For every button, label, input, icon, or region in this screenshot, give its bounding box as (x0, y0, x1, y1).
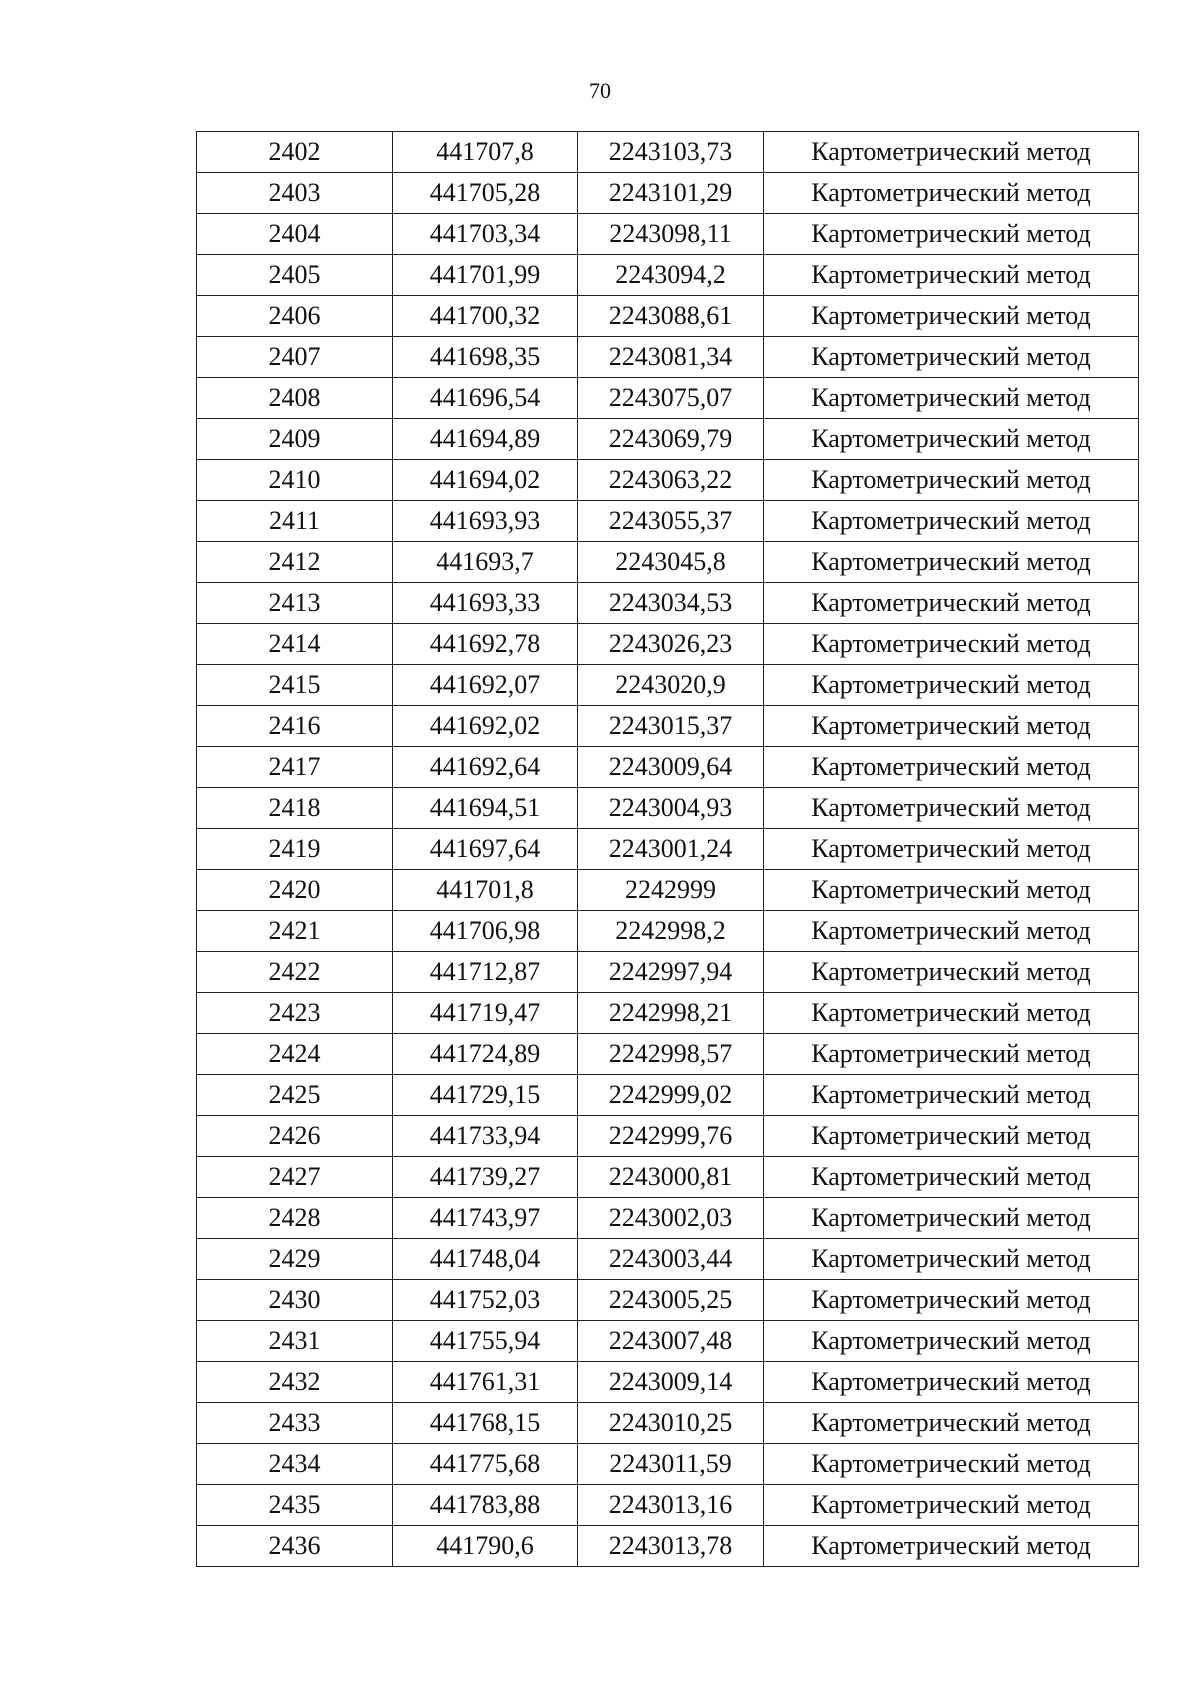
y-coordinate-cell: 2243094,2 (578, 255, 764, 296)
method-cell: Картометрический метод (764, 706, 1139, 747)
y-coordinate-cell: 2243013,16 (578, 1485, 764, 1526)
point-number-cell: 2420 (197, 870, 393, 911)
table-row (197, 747, 1139, 788)
x-coordinate-cell: 441694,02 (393, 460, 578, 501)
table-row (197, 1157, 1139, 1198)
point-number-cell: 2423 (197, 993, 393, 1034)
table-row (197, 132, 1139, 173)
x-coordinate-cell: 441761,31 (393, 1362, 578, 1403)
point-number-cell: 2418 (197, 788, 393, 829)
table-row (197, 1362, 1139, 1403)
x-coordinate-cell: 441712,87 (393, 952, 578, 993)
x-coordinate-cell: 441705,28 (393, 173, 578, 214)
point-number-cell: 2421 (197, 911, 393, 952)
table-row (197, 255, 1139, 296)
point-number-cell: 2412 (197, 542, 393, 583)
y-coordinate-cell: 2243081,34 (578, 337, 764, 378)
table-row (197, 1280, 1139, 1321)
point-number-cell: 2425 (197, 1075, 393, 1116)
table-row (197, 952, 1139, 993)
method-cell: Картометрический метод (764, 993, 1139, 1034)
method-cell: Картометрический метод (764, 624, 1139, 665)
table-row (197, 1485, 1139, 1526)
y-coordinate-cell: 2243103,73 (578, 132, 764, 173)
point-number-cell: 2403 (197, 173, 393, 214)
y-coordinate-cell: 2243101,29 (578, 173, 764, 214)
table-row (197, 173, 1139, 214)
method-cell: Картометрический метод (764, 460, 1139, 501)
method-cell: Картометрический метод (764, 747, 1139, 788)
x-coordinate-cell: 441696,54 (393, 378, 578, 419)
table-row (197, 583, 1139, 624)
point-number-cell: 2432 (197, 1362, 393, 1403)
y-coordinate-cell: 2243001,24 (578, 829, 764, 870)
table-row (197, 296, 1139, 337)
y-coordinate-cell: 2243069,79 (578, 419, 764, 460)
y-coordinate-cell: 2243010,25 (578, 1403, 764, 1444)
method-cell: Картометрический метод (764, 337, 1139, 378)
point-number-cell: 2408 (197, 378, 393, 419)
table-row (197, 788, 1139, 829)
y-coordinate-cell: 2243009,64 (578, 747, 764, 788)
table-row (197, 665, 1139, 706)
x-coordinate-cell: 441701,99 (393, 255, 578, 296)
table-row (197, 993, 1139, 1034)
point-number-cell: 2410 (197, 460, 393, 501)
method-cell: Картометрический метод (764, 1198, 1139, 1239)
table-row (197, 1444, 1139, 1485)
point-number-cell: 2413 (197, 583, 393, 624)
x-coordinate-cell: 441693,93 (393, 501, 578, 542)
y-coordinate-cell: 2243009,14 (578, 1362, 764, 1403)
method-cell: Картометрический метод (764, 1485, 1139, 1526)
y-coordinate-cell: 2243075,07 (578, 378, 764, 419)
method-cell: Картометрический метод (764, 1362, 1139, 1403)
x-coordinate-cell: 441724,89 (393, 1034, 578, 1075)
table-row (197, 911, 1139, 952)
method-cell: Картометрический метод (764, 1444, 1139, 1485)
method-cell: Картометрический метод (764, 911, 1139, 952)
method-cell: Картометрический метод (764, 255, 1139, 296)
point-number-cell: 2411 (197, 501, 393, 542)
table-row (197, 1403, 1139, 1444)
point-number-cell: 2419 (197, 829, 393, 870)
point-number-cell: 2427 (197, 1157, 393, 1198)
x-coordinate-cell: 441755,94 (393, 1321, 578, 1362)
x-coordinate-cell: 441748,04 (393, 1239, 578, 1280)
point-number-cell: 2433 (197, 1403, 393, 1444)
method-cell: Картометрический метод (764, 419, 1139, 460)
x-coordinate-cell: 441694,89 (393, 419, 578, 460)
x-coordinate-cell: 441790,6 (393, 1526, 578, 1567)
y-coordinate-cell: 2243088,61 (578, 296, 764, 337)
method-cell: Картометрический метод (764, 1075, 1139, 1116)
table-row (197, 501, 1139, 542)
x-coordinate-cell: 441733,94 (393, 1116, 578, 1157)
method-cell: Картометрический метод (764, 132, 1139, 173)
x-coordinate-cell: 441743,97 (393, 1198, 578, 1239)
method-cell: Картометрический метод (764, 1280, 1139, 1321)
table-row (197, 1034, 1139, 1075)
point-number-cell: 2424 (197, 1034, 393, 1075)
method-cell: Картометрический метод (764, 870, 1139, 911)
x-coordinate-cell: 441692,07 (393, 665, 578, 706)
y-coordinate-cell: 2243003,44 (578, 1239, 764, 1280)
method-cell: Картометрический метод (764, 1526, 1139, 1567)
y-coordinate-cell: 2243020,9 (578, 665, 764, 706)
method-cell: Картометрический метод (764, 583, 1139, 624)
table-row (197, 1198, 1139, 1239)
coordinates-table-body (197, 132, 1139, 1567)
y-coordinate-cell: 2243005,25 (578, 1280, 764, 1321)
table-row (197, 460, 1139, 501)
x-coordinate-cell: 441768,15 (393, 1403, 578, 1444)
x-coordinate-cell: 441719,47 (393, 993, 578, 1034)
x-coordinate-cell: 441692,78 (393, 624, 578, 665)
table-row (197, 1239, 1139, 1280)
point-number-cell: 2405 (197, 255, 393, 296)
table-row (197, 829, 1139, 870)
method-cell: Картометрический метод (764, 542, 1139, 583)
y-coordinate-cell: 2243004,93 (578, 788, 764, 829)
table-row (197, 624, 1139, 665)
point-number-cell: 2409 (197, 419, 393, 460)
table-row (197, 1075, 1139, 1116)
method-cell: Картометрический метод (764, 1034, 1139, 1075)
point-number-cell: 2436 (197, 1526, 393, 1567)
x-coordinate-cell: 441752,03 (393, 1280, 578, 1321)
method-cell: Картометрический метод (764, 1157, 1139, 1198)
point-number-cell: 2435 (197, 1485, 393, 1526)
point-number-cell: 2406 (197, 296, 393, 337)
point-number-cell: 2426 (197, 1116, 393, 1157)
table-row (197, 1116, 1139, 1157)
point-number-cell: 2434 (197, 1444, 393, 1485)
y-coordinate-cell: 2243011,59 (578, 1444, 764, 1485)
y-coordinate-cell: 2243013,78 (578, 1526, 764, 1567)
y-coordinate-cell: 2243063,22 (578, 460, 764, 501)
method-cell: Картометрический метод (764, 1403, 1139, 1444)
point-number-cell: 2415 (197, 665, 393, 706)
y-coordinate-cell: 2243034,53 (578, 583, 764, 624)
table-row (197, 1321, 1139, 1362)
table-row (197, 214, 1139, 255)
coordinates-table (196, 131, 1139, 1567)
y-coordinate-cell: 2243007,48 (578, 1321, 764, 1362)
x-coordinate-cell: 441698,35 (393, 337, 578, 378)
y-coordinate-cell: 2242998,57 (578, 1034, 764, 1075)
point-number-cell: 2417 (197, 747, 393, 788)
y-coordinate-cell: 2243026,23 (578, 624, 764, 665)
x-coordinate-cell: 441697,64 (393, 829, 578, 870)
y-coordinate-cell: 2243045,8 (578, 542, 764, 583)
point-number-cell: 2429 (197, 1239, 393, 1280)
y-coordinate-cell: 2242999 (578, 870, 764, 911)
table-row (197, 542, 1139, 583)
x-coordinate-cell: 441692,02 (393, 706, 578, 747)
x-coordinate-cell: 441693,7 (393, 542, 578, 583)
method-cell: Картометрический метод (764, 173, 1139, 214)
point-number-cell: 2414 (197, 624, 393, 665)
y-coordinate-cell: 2242998,21 (578, 993, 764, 1034)
point-number-cell: 2407 (197, 337, 393, 378)
table-row (197, 419, 1139, 460)
y-coordinate-cell: 2243002,03 (578, 1198, 764, 1239)
y-coordinate-cell: 2243000,81 (578, 1157, 764, 1198)
x-coordinate-cell: 441703,34 (393, 214, 578, 255)
method-cell: Картометрический метод (764, 296, 1139, 337)
method-cell: Картометрический метод (764, 665, 1139, 706)
point-number-cell: 2402 (197, 132, 393, 173)
y-coordinate-cell: 2242999,76 (578, 1116, 764, 1157)
method-cell: Картометрический метод (764, 501, 1139, 542)
point-number-cell: 2422 (197, 952, 393, 993)
method-cell: Картометрический метод (764, 214, 1139, 255)
table-row (197, 378, 1139, 419)
point-number-cell: 2404 (197, 214, 393, 255)
point-number-cell: 2430 (197, 1280, 393, 1321)
y-coordinate-cell: 2243055,37 (578, 501, 764, 542)
method-cell: Картометрический метод (764, 788, 1139, 829)
x-coordinate-cell: 441739,27 (393, 1157, 578, 1198)
x-coordinate-cell: 441693,33 (393, 583, 578, 624)
x-coordinate-cell: 441701,8 (393, 870, 578, 911)
y-coordinate-cell: 2243015,37 (578, 706, 764, 747)
x-coordinate-cell: 441775,68 (393, 1444, 578, 1485)
y-coordinate-cell: 2242997,94 (578, 952, 764, 993)
table-row (197, 870, 1139, 911)
table-row (197, 1526, 1139, 1567)
y-coordinate-cell: 2243098,11 (578, 214, 764, 255)
y-coordinate-cell: 2242998,2 (578, 911, 764, 952)
point-number-cell: 2416 (197, 706, 393, 747)
method-cell: Картометрический метод (764, 1321, 1139, 1362)
x-coordinate-cell: 441700,32 (393, 296, 578, 337)
point-number-cell: 2431 (197, 1321, 393, 1362)
method-cell: Картометрический метод (764, 378, 1139, 419)
x-coordinate-cell: 441706,98 (393, 911, 578, 952)
y-coordinate-cell: 2242999,02 (578, 1075, 764, 1116)
point-number-cell: 2428 (197, 1198, 393, 1239)
x-coordinate-cell: 441729,15 (393, 1075, 578, 1116)
x-coordinate-cell: 441694,51 (393, 788, 578, 829)
method-cell: Картометрический метод (764, 1239, 1139, 1280)
table-row (197, 706, 1139, 747)
method-cell: Картометрический метод (764, 952, 1139, 993)
x-coordinate-cell: 441707,8 (393, 132, 578, 173)
page-number: 70 (589, 78, 611, 103)
method-cell: Картометрический метод (764, 829, 1139, 870)
table-row (197, 337, 1139, 378)
x-coordinate-cell: 441692,64 (393, 747, 578, 788)
method-cell: Картометрический метод (764, 1116, 1139, 1157)
x-coordinate-cell: 441783,88 (393, 1485, 578, 1526)
